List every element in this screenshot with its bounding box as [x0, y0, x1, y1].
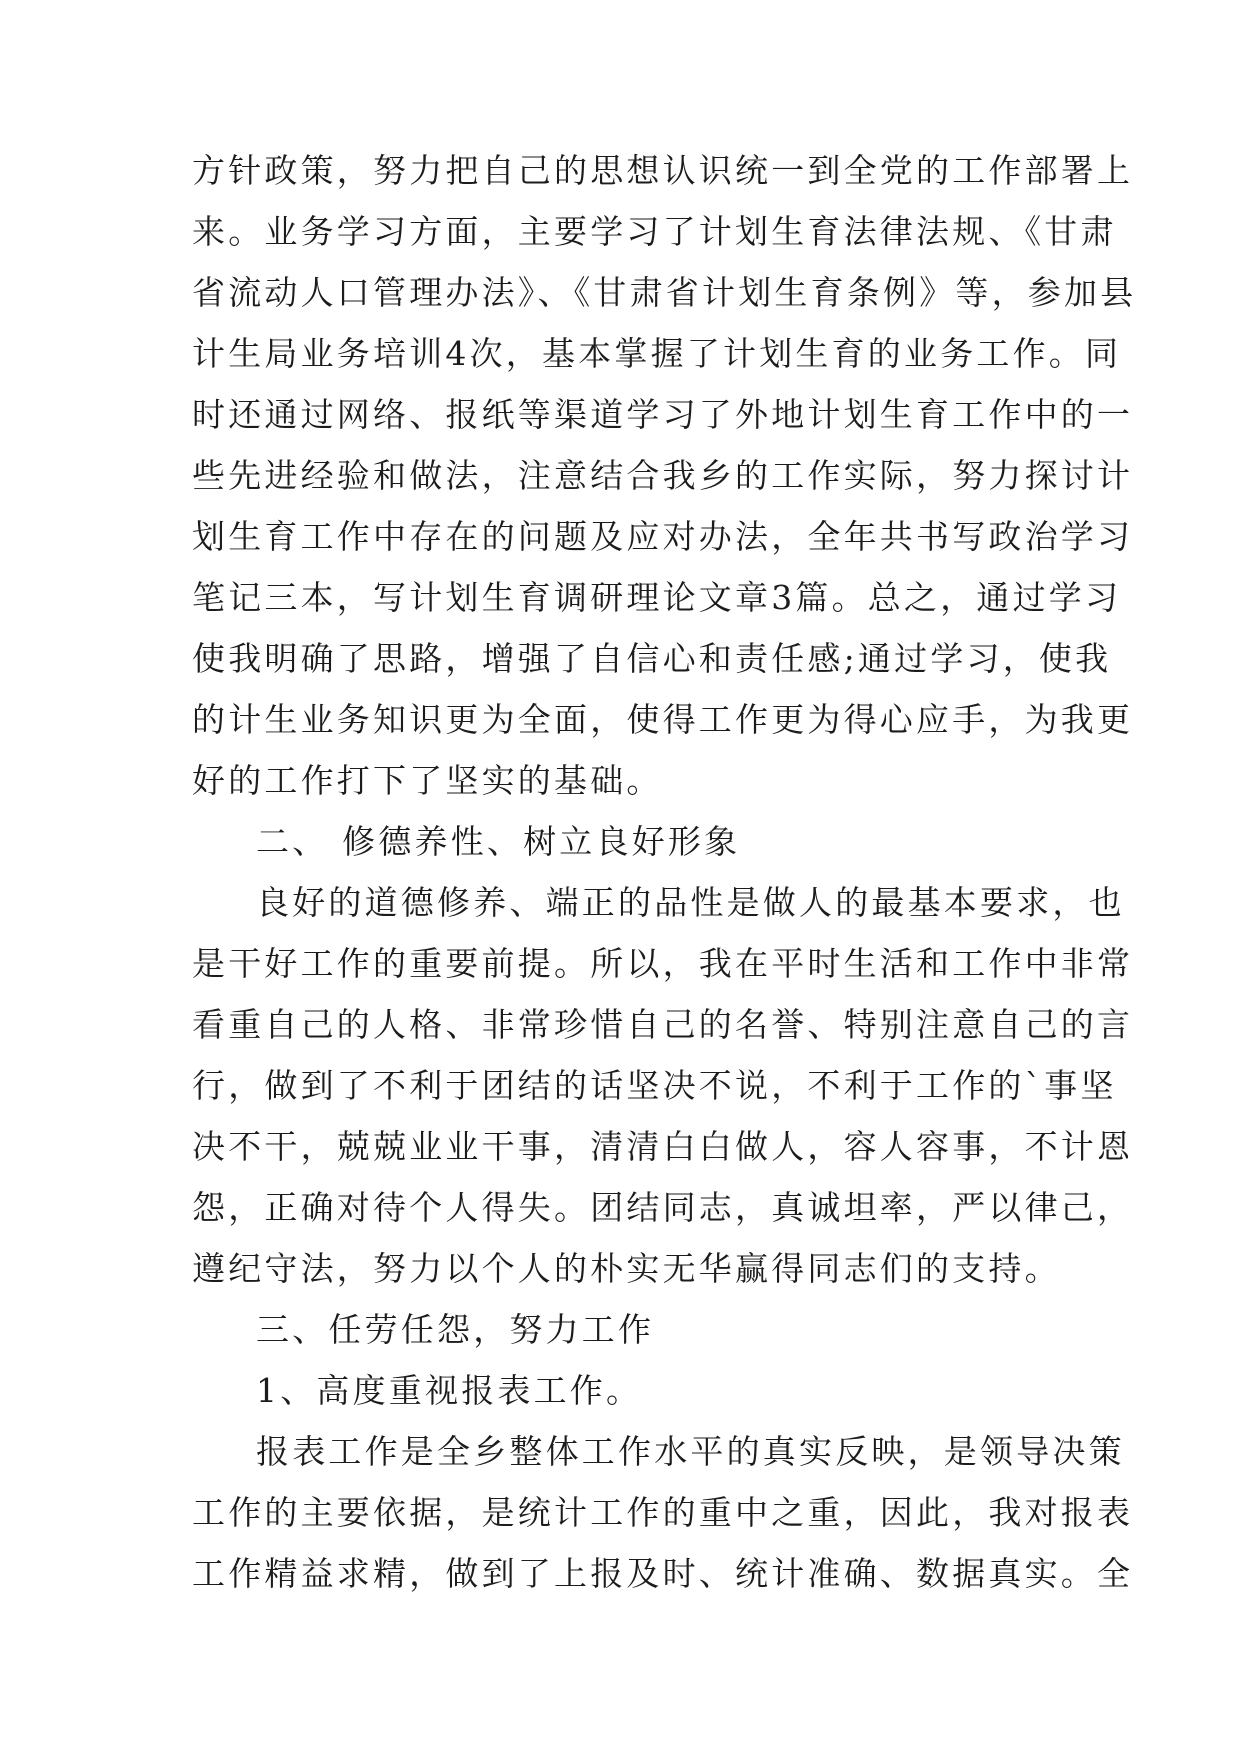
text-line: 笔记三本，写计划生育调研理论文章3篇。总之，通过学习	[192, 578, 1122, 617]
text-line: 使我明确了思路，增强了自信心和责任感;通过学习，使我	[192, 639, 1112, 678]
subsection-heading-1: 1、高度重视报表工作。	[256, 1371, 643, 1410]
text-line: 是干好工作的重要前提。所以，我在平时生活和工作中非常	[192, 944, 1134, 983]
text-line: 省流动人口管理办法》、《甘肃省计划生育条例》等，参加县	[192, 273, 1137, 312]
section-heading-3: 三、任劳任怨，努力工作	[256, 1310, 655, 1349]
paragraph-start-line: 报表工作是全乡整体工作水平的真实反映，是领导决策	[256, 1432, 1125, 1471]
text-line: 怨，正确对待个人得失。团结同志，真诚坦率，严以律己，	[192, 1188, 1134, 1227]
text-line: 划生育工作中存在的问题及应对办法，全年共书写政治学习	[192, 517, 1134, 556]
text-line: 的计生业务知识更为全面，使得工作更为得心应手，为我更	[192, 700, 1134, 739]
paragraph-start-line: 良好的道德修养、端正的品性是做人的最基本要求，也	[256, 883, 1125, 922]
text-line: 遵纪守法，努力以个人的朴实无华赢得同志们的支持。	[192, 1249, 1061, 1288]
text-line: 计生局业务培训4次，基本掌握了计划生育的业务工作。同	[192, 334, 1122, 373]
text-line: 方针政策，努力把自己的思想认识统一到全党的工作部署上	[192, 151, 1134, 190]
text-line: 行，做到了不利于团结的话坚决不说，不利于工作的`事坚	[192, 1066, 1117, 1105]
text-line: 工作的主要依据，是统计工作的重中之重，因此，我对报表	[192, 1493, 1134, 1532]
section-heading-2: 二、 修德养性、树立良好形象	[256, 822, 741, 861]
text-line: 看重自己的人格、非常珍惜自己的名誉、特别注意自己的言	[192, 1005, 1134, 1044]
text-line: 来。业务学习方面，主要学习了计划生育法律法规、《甘肃	[192, 212, 1117, 251]
text-line: 时还通过网络、报纸等渠道学习了外地计划生育工作中的一	[192, 395, 1134, 434]
text-line: 决不干，兢兢业业干事，清清白白做人，容人容事，不计恩	[192, 1127, 1134, 1166]
text-line: 工作精益求精，做到了上报及时、统计准确、数据真实。全	[192, 1554, 1134, 1593]
text-line: 些先进经验和做法，注意结合我乡的工作实际，努力探讨计	[192, 456, 1134, 495]
body-text	[192, 140, 1137, 1604]
text-line: 好的工作打下了坚实的基础。	[192, 761, 663, 800]
